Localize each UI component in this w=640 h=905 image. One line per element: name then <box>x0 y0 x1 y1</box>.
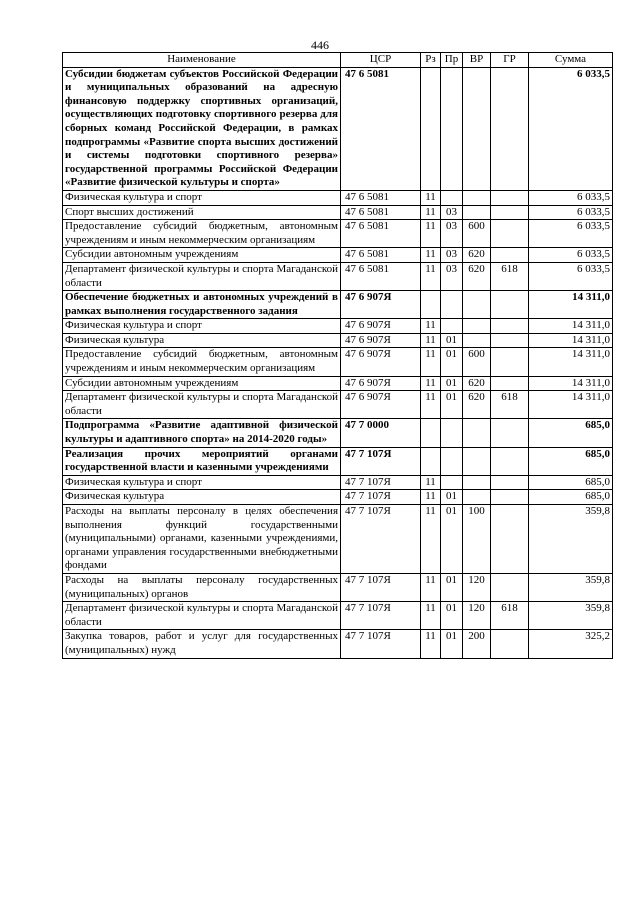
page-number: 446 <box>311 38 329 52</box>
cell-name: Департамент физической культуры и спорта Магаданской области <box>63 262 341 290</box>
cell-gr <box>491 447 529 475</box>
cell-pr <box>441 319 463 334</box>
cell-sum: 6 033,5 <box>529 190 613 205</box>
table-row <box>63 505 613 574</box>
cell-name: Субсидии автономным учреждениям <box>63 248 341 263</box>
cell-csr: 47 6 907Я <box>341 319 421 334</box>
cell-rz <box>421 67 441 190</box>
cell-gr: 618 <box>491 602 529 630</box>
cell-vr: 620 <box>463 391 491 419</box>
table-row <box>63 630 613 658</box>
cell-vr <box>463 447 491 475</box>
cell-sum: 685,0 <box>529 490 613 505</box>
cell-pr: 01 <box>441 602 463 630</box>
budget-table <box>62 52 613 659</box>
cell-name: Физическая культура и спорт <box>63 190 341 205</box>
cell-sum: 6 033,5 <box>529 262 613 290</box>
cell-sum: 6 033,5 <box>529 205 613 220</box>
cell-name: Реализация прочих мероприятий органами государственной власти и казенными учреждениями <box>63 447 341 475</box>
cell-rz: 11 <box>421 248 441 263</box>
cell-name: Субсидии бюджетам субъектов Российской Федерации и муниципальных образований на адресную финансовую поддержку спортивных организаций, осуществляющих подготовку спортивного резерва для сборных команд Российской Федерации, в рамках подпрограммы «Развитие спорта высших достижений и системы подготовки спортивного резерва» государственной программы Российской Федерации «Развитие физической культуры и спорта» <box>63 67 341 190</box>
cell-pr: 03 <box>441 248 463 263</box>
table-row <box>63 376 613 391</box>
cell-gr <box>491 419 529 447</box>
cell-pr: 03 <box>441 262 463 290</box>
cell-csr: 47 6 5081 <box>341 67 421 190</box>
cell-vr: 620 <box>463 248 491 263</box>
cell-sum: 14 311,0 <box>529 391 613 419</box>
cell-gr <box>491 220 529 248</box>
cell-pr <box>441 67 463 190</box>
cell-gr <box>491 490 529 505</box>
cell-rz <box>421 419 441 447</box>
cell-pr: 01 <box>441 348 463 376</box>
cell-vr <box>463 291 491 319</box>
cell-vr <box>463 319 491 334</box>
cell-sum: 685,0 <box>529 447 613 475</box>
header-pr: Пр <box>441 53 463 68</box>
cell-gr <box>491 291 529 319</box>
cell-csr: 47 7 107Я <box>341 602 421 630</box>
cell-csr: 47 6 5081 <box>341 220 421 248</box>
cell-vr: 620 <box>463 262 491 290</box>
cell-sum: 14 311,0 <box>529 376 613 391</box>
cell-vr: 200 <box>463 630 491 658</box>
table-row <box>63 248 613 263</box>
cell-name: Закупка товаров, работ и услуг для государственных (муниципальных) нужд <box>63 630 341 658</box>
cell-rz: 11 <box>421 505 441 574</box>
cell-sum: 359,8 <box>529 573 613 601</box>
cell-pr: 01 <box>441 391 463 419</box>
cell-rz: 11 <box>421 190 441 205</box>
cell-sum: 325,2 <box>529 630 613 658</box>
table-row <box>63 573 613 601</box>
cell-csr: 47 7 107Я <box>341 505 421 574</box>
cell-csr: 47 7 107Я <box>341 475 421 490</box>
table-row <box>63 262 613 290</box>
cell-gr <box>491 505 529 574</box>
cell-csr: 47 7 107Я <box>341 573 421 601</box>
cell-sum: 14 311,0 <box>529 291 613 319</box>
cell-gr <box>491 630 529 658</box>
cell-rz: 11 <box>421 391 441 419</box>
cell-vr: 620 <box>463 376 491 391</box>
table-row <box>63 348 613 376</box>
table-row <box>63 67 613 190</box>
cell-csr: 47 6 5081 <box>341 248 421 263</box>
cell-name: Физическая культура <box>63 490 341 505</box>
cell-name: Расходы на выплаты персоналу государственных (муниципальных) органов <box>63 573 341 601</box>
header-csr: ЦСР <box>341 53 421 68</box>
cell-gr <box>491 333 529 348</box>
cell-name: Физическая культура <box>63 333 341 348</box>
header-vr: ВР <box>463 53 491 68</box>
cell-vr: 600 <box>463 348 491 376</box>
table-body <box>63 67 613 658</box>
cell-csr: 47 6 907Я <box>341 391 421 419</box>
cell-csr: 47 6 907Я <box>341 376 421 391</box>
table-row <box>63 490 613 505</box>
table-row <box>63 205 613 220</box>
cell-rz: 11 <box>421 475 441 490</box>
cell-name: Субсидии автономным учреждениям <box>63 376 341 391</box>
cell-name: Департамент физической культуры и спорта Магаданской области <box>63 602 341 630</box>
cell-vr: 120 <box>463 602 491 630</box>
cell-vr <box>463 333 491 348</box>
cell-gr <box>491 475 529 490</box>
cell-name: Физическая культура и спорт <box>63 475 341 490</box>
cell-csr: 47 7 107Я <box>341 490 421 505</box>
cell-vr <box>463 475 491 490</box>
cell-pr: 01 <box>441 573 463 601</box>
cell-csr: 47 7 107Я <box>341 447 421 475</box>
table-row <box>63 391 613 419</box>
cell-pr <box>441 447 463 475</box>
cell-name: Предоставление субсидий бюджетным, автономным учреждениям и иным некоммерческим организациям <box>63 348 341 376</box>
cell-sum: 6 033,5 <box>529 248 613 263</box>
cell-vr <box>463 419 491 447</box>
cell-sum: 685,0 <box>529 475 613 490</box>
cell-name: Спорт высших достижений <box>63 205 341 220</box>
cell-rz: 11 <box>421 319 441 334</box>
cell-gr <box>491 348 529 376</box>
cell-name: Подпрограмма «Развитие адаптивной физической культуры и адаптивного спорта» на 2014-2020 годы» <box>63 419 341 447</box>
cell-csr: 47 6 5081 <box>341 262 421 290</box>
cell-pr: 01 <box>441 505 463 574</box>
cell-pr <box>441 190 463 205</box>
table-row <box>63 291 613 319</box>
cell-sum: 14 311,0 <box>529 348 613 376</box>
table-row <box>63 475 613 490</box>
cell-gr <box>491 67 529 190</box>
table-row <box>63 190 613 205</box>
cell-vr <box>463 190 491 205</box>
cell-sum: 14 311,0 <box>529 319 613 334</box>
cell-pr: 01 <box>441 376 463 391</box>
cell-vr <box>463 205 491 220</box>
cell-pr: 01 <box>441 333 463 348</box>
cell-csr: 47 6 5081 <box>341 205 421 220</box>
cell-sum: 14 311,0 <box>529 333 613 348</box>
table-row <box>63 220 613 248</box>
cell-vr <box>463 67 491 190</box>
cell-name: Предоставление субсидий бюджетным, автономным учреждениям и иным некоммерческим организациям <box>63 220 341 248</box>
cell-sum: 6 033,5 <box>529 220 613 248</box>
table-row <box>63 447 613 475</box>
cell-gr <box>491 376 529 391</box>
cell-name: Департамент физической культуры и спорта Магаданской области <box>63 391 341 419</box>
cell-pr <box>441 475 463 490</box>
cell-csr: 47 6 907Я <box>341 333 421 348</box>
cell-rz: 11 <box>421 220 441 248</box>
cell-rz: 11 <box>421 205 441 220</box>
cell-rz: 11 <box>421 262 441 290</box>
cell-name: Расходы на выплаты персоналу в целях обеспечения выполнения функций государственными (муниципальными) органами, казенными учреждениями, органами управления государственными внебюджетными фондами <box>63 505 341 574</box>
header-rz: Рз <box>421 53 441 68</box>
cell-gr <box>491 319 529 334</box>
cell-csr: 47 6 5081 <box>341 190 421 205</box>
cell-gr: 618 <box>491 262 529 290</box>
cell-sum: 6 033,5 <box>529 67 613 190</box>
cell-gr: 618 <box>491 391 529 419</box>
cell-pr <box>441 291 463 319</box>
cell-gr <box>491 248 529 263</box>
cell-rz <box>421 447 441 475</box>
cell-csr: 47 6 907Я <box>341 291 421 319</box>
cell-vr: 600 <box>463 220 491 248</box>
cell-name: Физическая культура и спорт <box>63 319 341 334</box>
cell-vr: 120 <box>463 573 491 601</box>
cell-sum: 359,8 <box>529 505 613 574</box>
cell-rz <box>421 291 441 319</box>
cell-pr: 03 <box>441 205 463 220</box>
cell-rz: 11 <box>421 376 441 391</box>
cell-pr <box>441 419 463 447</box>
cell-pr: 01 <box>441 490 463 505</box>
cell-rz: 11 <box>421 333 441 348</box>
cell-rz: 11 <box>421 348 441 376</box>
table-row <box>63 602 613 630</box>
cell-rz: 11 <box>421 630 441 658</box>
header-gr: ГР <box>491 53 529 68</box>
table-row <box>63 333 613 348</box>
cell-csr: 47 7 107Я <box>341 630 421 658</box>
cell-vr <box>463 490 491 505</box>
cell-sum: 359,8 <box>529 602 613 630</box>
cell-rz: 11 <box>421 573 441 601</box>
cell-pr: 01 <box>441 630 463 658</box>
cell-sum: 685,0 <box>529 419 613 447</box>
header-sum: Сумма <box>529 53 613 68</box>
header-name: Наименование <box>63 53 341 68</box>
cell-vr: 100 <box>463 505 491 574</box>
table-header-row <box>63 53 613 68</box>
cell-name: Обеспечение бюджетных и автономных учреждений в рамках выполнения государственного задания <box>63 291 341 319</box>
cell-csr: 47 7 0000 <box>341 419 421 447</box>
cell-csr: 47 6 907Я <box>341 348 421 376</box>
cell-rz: 11 <box>421 490 441 505</box>
table-row <box>63 319 613 334</box>
cell-gr <box>491 190 529 205</box>
cell-gr <box>491 573 529 601</box>
cell-pr: 03 <box>441 220 463 248</box>
cell-gr <box>491 205 529 220</box>
cell-rz: 11 <box>421 602 441 630</box>
table-row <box>63 419 613 447</box>
